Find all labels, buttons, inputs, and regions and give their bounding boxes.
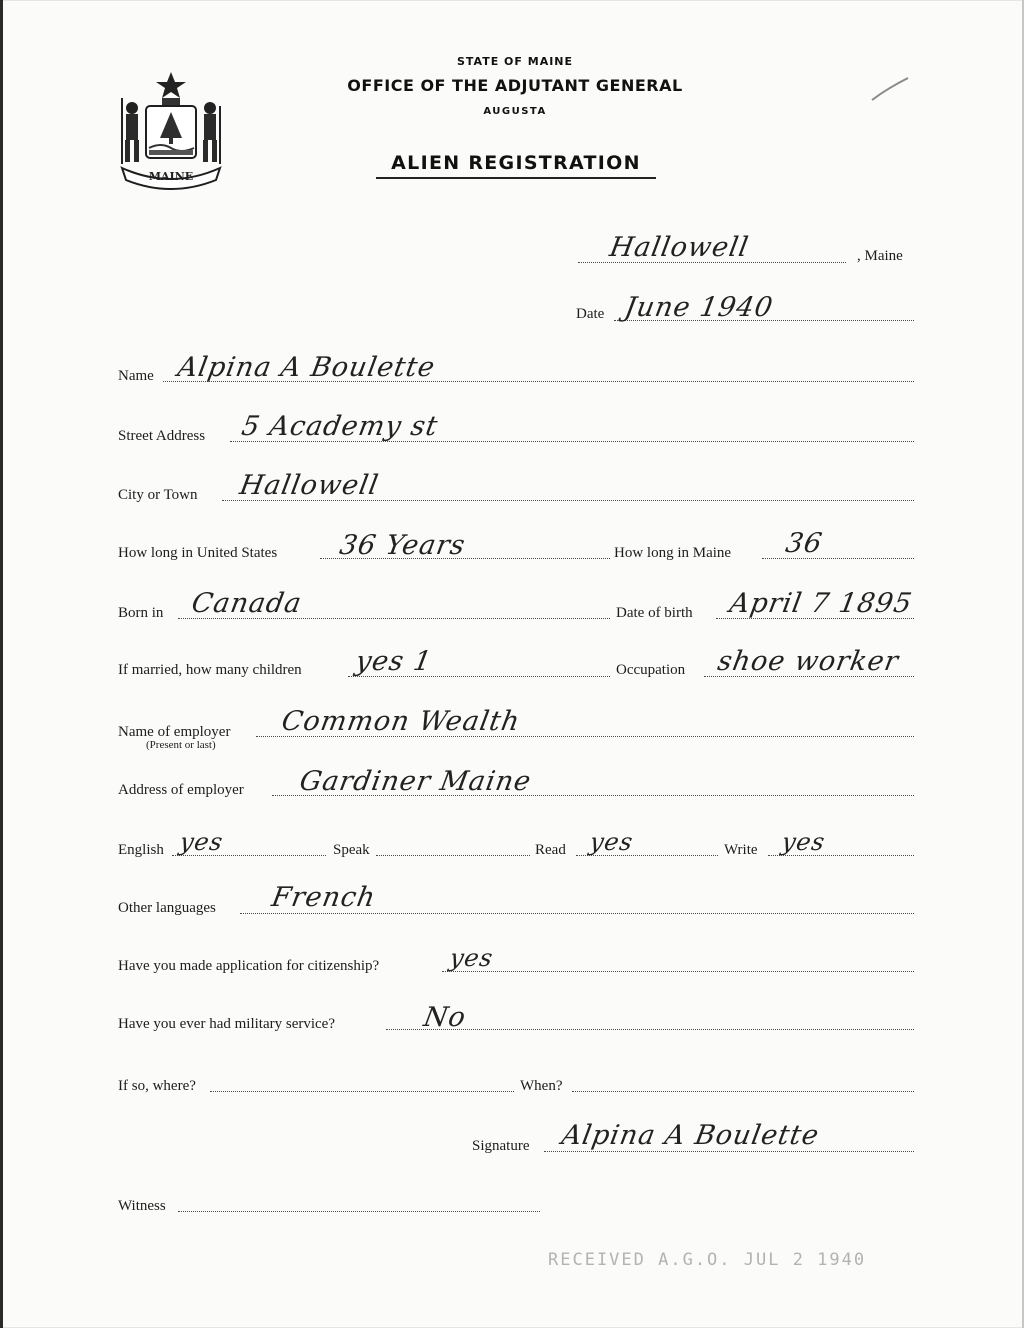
date-label: Date — [576, 306, 605, 322]
speak-label: Speak — [333, 842, 370, 858]
header-office: OFFICE OF THE ADJUTANT GENERAL — [347, 76, 683, 95]
where-line — [210, 1091, 514, 1092]
city-value: Hallowell — [237, 470, 382, 501]
write-value: yes — [779, 828, 828, 856]
years-us-label: How long in United States — [118, 545, 278, 561]
pencil-mark-icon — [870, 74, 910, 104]
signature-label: Signature — [472, 1138, 530, 1154]
signature-value: Alpina A Boulette — [559, 1120, 822, 1151]
employer-value: Common Wealth — [279, 706, 523, 737]
other-languages-value: French — [269, 882, 379, 913]
children-value: yes 1 — [353, 646, 435, 677]
military-value: No — [421, 1002, 469, 1033]
date-value: June 1940 — [622, 292, 776, 323]
military-line — [386, 1029, 914, 1030]
citizenship-label: Have you made application for citizenship? — [118, 958, 380, 974]
employer-address-value: Gardiner Maine — [297, 766, 534, 797]
occupation-label: Occupation — [616, 662, 686, 678]
city-label: City or Town — [118, 487, 198, 503]
street-value: 5 Academy st — [239, 411, 441, 442]
where-label: If so, where? — [118, 1078, 196, 1094]
received-stamp: RECEIVED A.G.O. JUL 2 1940 — [548, 1250, 867, 1270]
when-label: When? — [520, 1078, 563, 1094]
name-label: Name — [118, 368, 154, 384]
years-maine-value: 36 — [783, 528, 826, 559]
write-label: Write — [724, 842, 758, 858]
employer-address-label: Address of employer — [118, 782, 244, 798]
signature-line — [544, 1151, 914, 1152]
years-maine-label: How long in Maine — [614, 545, 732, 561]
other-languages-label: Other languages — [118, 900, 216, 916]
when-line — [572, 1091, 914, 1092]
town-value: Hallowell — [607, 232, 752, 263]
read-value: yes — [587, 828, 636, 856]
other-languages-line — [240, 913, 914, 914]
born-in-label: Born in — [118, 605, 164, 621]
header-state: STATE OF MAINE — [456, 55, 574, 68]
dob-value: April 7 1895 — [727, 588, 915, 619]
header-city: AUGUSTA — [483, 106, 547, 117]
military-label: Have you ever had military service? — [118, 1016, 335, 1032]
citizenship-line — [442, 971, 914, 972]
employer-label: Name of employer — [118, 724, 231, 740]
seal-banner-text: MAINE — [148, 170, 194, 183]
born-in-value: Canada — [189, 588, 305, 619]
street-label: Street Address — [118, 428, 206, 444]
english-label: English — [118, 842, 164, 858]
occupation-value: shoe worker — [715, 646, 902, 677]
form-title: ALIEN REGISTRATION — [391, 152, 641, 174]
name-value: Alpina A Boulette — [175, 352, 438, 383]
witness-label: Witness — [118, 1198, 166, 1214]
state-seal-icon — [116, 68, 226, 190]
citizenship-value: yes — [447, 944, 496, 972]
read-label: Read — [535, 842, 566, 858]
dob-label: Date of birth — [616, 605, 693, 621]
speak-line — [376, 855, 530, 856]
employer-sublabel: (Present or last) — [146, 739, 216, 751]
town-suffix: , Maine — [857, 248, 903, 264]
scan-border-left — [0, 0, 3, 1328]
title-underline — [376, 177, 656, 179]
english-value: yes — [177, 828, 226, 856]
children-label: If married, how many children — [118, 662, 302, 678]
witness-line — [178, 1211, 540, 1212]
years-us-value: 36 Years — [337, 530, 468, 561]
